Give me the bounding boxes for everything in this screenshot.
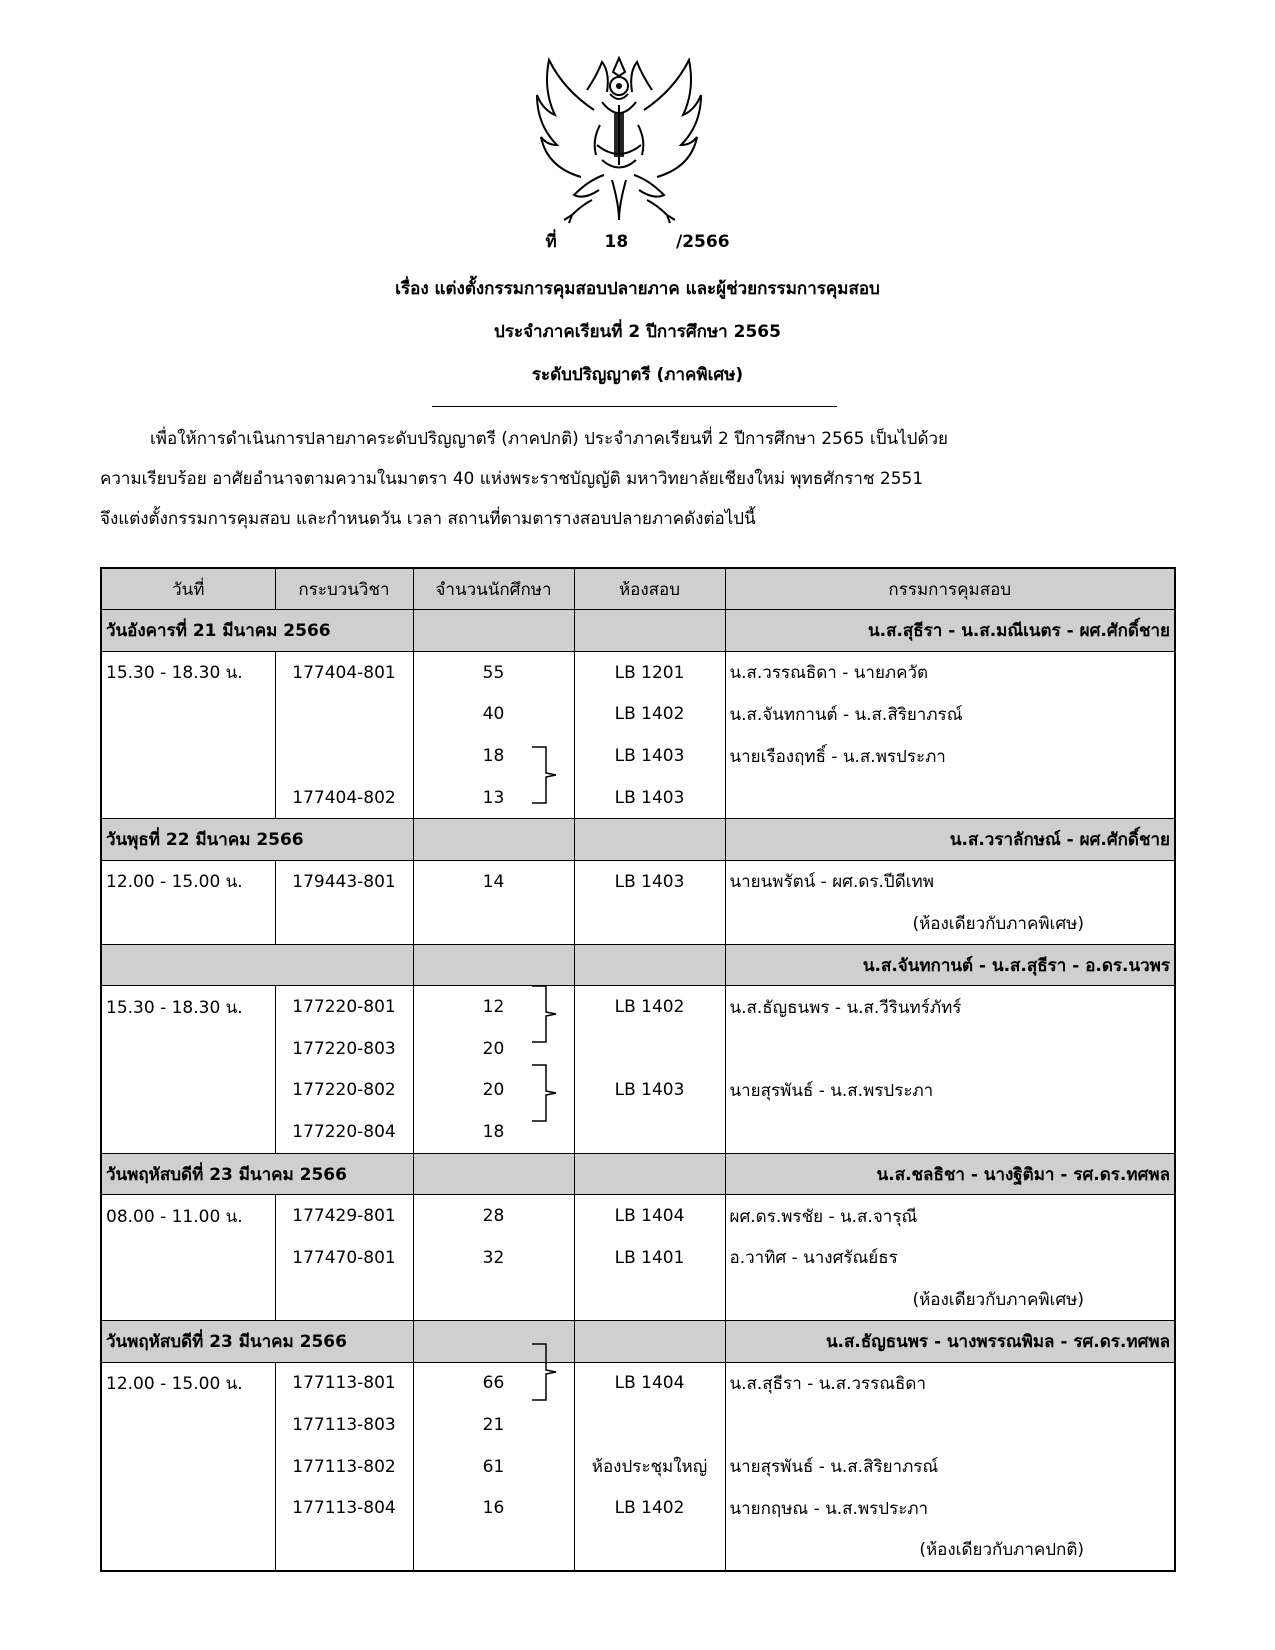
invigilators-cell: นายกฤษณ - น.ส.พรประภา [725,1488,1175,1530]
day-blank-cell [574,944,725,986]
invigilators-cell: ผศ.ดร.พรชัย - น.ส.จารุณี [725,1195,1175,1237]
invigilators-cell: นายนพรัตน์ - ผศ.ดร.ปีดีเทพ [725,861,1175,903]
course-cell: 177429-801 [275,1195,413,1237]
course-cell: 177470-801 [275,1237,413,1279]
time-cell [101,777,275,819]
students-cell: 28 [413,1195,574,1237]
time-cell: 15.30 - 18.30 น. [101,652,275,694]
time-cell: 12.00 - 15.00 น. [101,861,275,903]
invigilators-cell: นายเรืองฤทธิ์ - น.ส.พรประภา [725,735,1175,777]
room-cell [574,1028,725,1070]
note-row [101,1279,1175,1321]
blank-cell [275,902,413,944]
blank-cell [413,1529,574,1571]
paragraph-line: ความเรียบร้อย อาศัยอำนาจตามความในมาตรา 40 แห่งพระราชบัญญัติ มหาวิทยาลัยเชียงใหม่ พุทธศักราช 2551 [100,469,924,489]
invigilators-cell: น.ส.ธัญธนพร - น.ส.วีรินทร์ภัทร์ [725,986,1175,1028]
exam-schedule-table [100,567,1176,1572]
day-header-row [101,944,1175,986]
header-students: จำนวนนักศึกษา [413,568,574,610]
time-cell: 12.00 - 15.00 น. [101,1362,275,1404]
room-cell [574,1404,725,1446]
course-cell: 177220-804 [275,1111,413,1153]
day-header-row [101,610,1175,652]
course-cell: 177220-803 [275,1028,413,1070]
course-cell: 177113-802 [275,1446,413,1488]
students-cell: 55 [413,652,574,694]
room-cell: LB 1402 [574,1488,725,1530]
blank-cell [574,1279,725,1321]
blank-cell [101,902,275,944]
day-blank-cell [574,1320,725,1362]
time-cell [101,1070,275,1112]
students-cell: 14 [413,861,574,903]
room-cell: LB 1201 [574,652,725,694]
invigilators-cell: น.ส.วรรณธิดา - นายภควัต [725,652,1175,694]
invigilators-cell [725,1404,1175,1446]
students-cell: 66 [413,1362,574,1404]
note-row [101,902,1175,944]
course-cell: 179443-801 [275,861,413,903]
students-cell: 18 [413,1111,574,1153]
day-date-cell: วันอังคารที่ 21 มีนาคม 2566 [101,610,413,652]
paragraph-line: จึงแต่งตั้งกรรมการคุมสอบ และกำหนดวัน เวลา สถานที่ตามตารางสอบปลายภาคดังต่อไปนี้ [100,509,756,529]
course-cell [275,735,413,777]
table-row [101,1237,1175,1279]
title-divider [432,406,837,407]
course-cell: 177220-801 [275,986,413,1028]
students-cell: 21 [413,1404,574,1446]
invigilators-cell: อ.วาทิศ - นางศรัณย์ธร [725,1237,1175,1279]
invigilators-cell: น.ส.สุธีรา - น.ส.วรรณธิดา [725,1362,1175,1404]
day-blank-cell [574,1153,725,1195]
students-cell: 32 [413,1237,574,1279]
table-header-row [101,568,1175,610]
students-cell: 40 [413,693,574,735]
table-row [101,1446,1175,1488]
time-cell [101,735,275,777]
day-blank-cell [413,610,574,652]
table-row [101,1195,1175,1237]
room-cell: LB 1403 [574,861,725,903]
day-blank-cell [574,610,725,652]
time-cell [101,1488,275,1530]
header-room: ห้องสอบ [574,568,725,610]
students-cell: 20 [413,1070,574,1112]
course-cell: 177113-801 [275,1362,413,1404]
blank-cell [275,1529,413,1571]
students-cell: 20 [413,1028,574,1070]
header-date: วันที่ [101,568,275,610]
table-row [101,1404,1175,1446]
time-cell [101,1404,275,1446]
table-row [101,735,1175,777]
document-number [0,228,1275,255]
table-row [101,1070,1175,1112]
header-committee: กรรมการคุมสอบ [725,568,1175,610]
group-brace-icon [530,1063,560,1123]
day-blank-cell [413,944,574,986]
invigilators-cell [725,777,1175,819]
blank-cell [101,1279,275,1321]
students-cell: 16 [413,1488,574,1530]
table-row [101,652,1175,694]
day-blank-cell [413,819,574,861]
blank-cell [101,1529,275,1571]
table-row [101,861,1175,903]
students-cell: 61 [413,1446,574,1488]
day-blank-cell [574,819,725,861]
time-cell [101,1028,275,1070]
subject-line: เรื่อง แต่งตั้งกรรมการคุมสอบปลายภาค และผู้ช่วยกรรมการคุมสอบ [395,279,880,299]
invigilators-cell: นายสุรพันธ์ - น.ส.สิริยาภรณ์ [725,1446,1175,1488]
group-brace-icon [530,745,560,805]
invigilators-cell [725,1028,1175,1070]
day-committee-cell: น.ส.ชลธิชา - นางฐิติมา - รศ.ดร.ทศพล [725,1153,1175,1195]
room-cell: LB 1402 [574,986,725,1028]
table-row [101,1111,1175,1153]
note-cell: (ห้องเดียวกับภาคพิเศษ) [725,1279,1175,1321]
time-cell: 15.30 - 18.30 น. [101,986,275,1028]
day-header-row [101,819,1175,861]
blank-cell [574,1529,725,1571]
day-date-cell: วันพุธที่ 22 มีนาคม 2566 [101,819,413,861]
course-cell: 177220-802 [275,1070,413,1112]
course-cell: 177113-804 [275,1488,413,1530]
paragraph-line: เพื่อให้การดำเนินการปลายภาคระดับปริญญาตรี (ภาคปกติ) ประจำภาคเรียนที่ 2 ปีการศึกษา 2565 เป็นไปด้วย [150,429,948,449]
number-suffix: /2566 [676,232,730,252]
course-cell: 177113-803 [275,1404,413,1446]
note-cell: (ห้องเดียวกับภาคพิเศษ) [725,902,1175,944]
course-cell: 177404-801 [275,652,413,694]
table-row [101,693,1175,735]
students-cell: 18 [413,735,574,777]
number-value: 18 [604,232,629,252]
day-date-cell: วันพฤหัสบดีที่ 23 มีนาคม 2566 [101,1153,413,1195]
level-line: ระดับปริญญาตรี (ภาคพิเศษ) [531,365,744,385]
time-cell: 08.00 - 11.00 น. [101,1195,275,1237]
day-date-cell [101,944,413,986]
day-date-cell: วันพฤหัสบดีที่ 23 มีนาคม 2566 [101,1320,413,1362]
time-cell [101,1111,275,1153]
blank-cell [413,1279,574,1321]
table-row [101,1362,1175,1404]
room-cell: LB 1403 [574,777,725,819]
day-header-row [101,1320,1175,1362]
day-committee-cell: น.ส.จันทกานต์ - น.ส.สุธีรา - อ.ดร.นวพร [725,944,1175,986]
invigilators-cell: น.ส.จันทกานต์ - น.ส.สิริยาภรณ์ [725,693,1175,735]
day-blank-cell [413,1153,574,1195]
garuda-emblem-icon [532,50,707,228]
table-row [101,1488,1175,1530]
day-header-row [101,1153,1175,1195]
number-prefix: ที่ [545,232,557,252]
time-cell [101,693,275,735]
time-cell [101,1237,275,1279]
group-brace-icon [530,1342,560,1402]
room-cell: ห้องประชุมใหญ่ [574,1446,725,1488]
header-course: กระบวนวิชา [275,568,413,610]
room-cell: LB 1403 [574,1070,725,1112]
group-brace-icon [530,984,560,1044]
semester-line: ประจำภาคเรียนที่ 2 ปีการศึกษา 2565 [494,322,781,342]
invigilators-cell: นายสุรพันธ์ - น.ส.พรประภา [725,1070,1175,1112]
room-cell [574,1111,725,1153]
day-committee-cell: น.ส.วราลักษณ์ - ผศ.ศักดิ์ชาย [725,819,1175,861]
note-cell: (ห้องเดียวกับภาคปกติ) [725,1529,1175,1571]
blank-cell [413,902,574,944]
room-cell: LB 1404 [574,1195,725,1237]
room-cell: LB 1403 [574,735,725,777]
table-row [101,1028,1175,1070]
day-committee-cell: น.ส.สุธีรา - น.ส.มณีเนตร - ผศ.ศักดิ์ชาย [725,610,1175,652]
course-cell [275,693,413,735]
blank-cell [574,902,725,944]
room-cell: LB 1402 [574,693,725,735]
blank-cell [275,1279,413,1321]
students-cell: 13 [413,777,574,819]
day-committee-cell: น.ส.ธัญธนพร - นางพรรณพิมล - รศ.ดร.ทศพล [725,1320,1175,1362]
table-row [101,777,1175,819]
note-row [101,1529,1175,1571]
students-cell: 12 [413,986,574,1028]
room-cell: LB 1404 [574,1362,725,1404]
course-cell: 177404-802 [275,777,413,819]
invigilators-cell [725,1111,1175,1153]
room-cell: LB 1401 [574,1237,725,1279]
time-cell [101,1446,275,1488]
table-row [101,986,1175,1028]
